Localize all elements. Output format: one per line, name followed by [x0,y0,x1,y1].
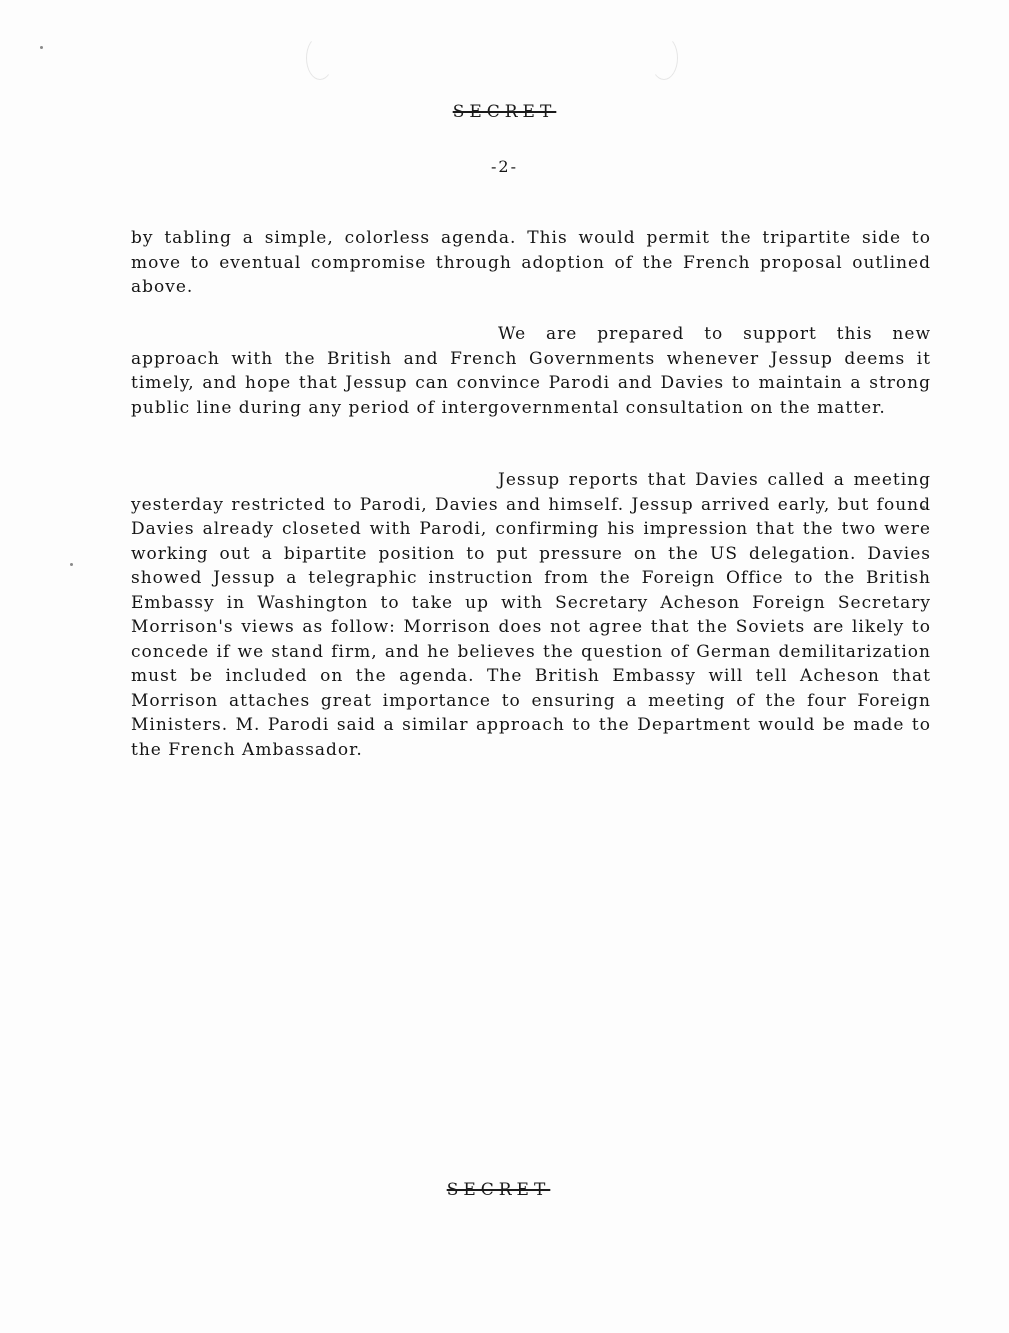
scan-speck [40,46,43,49]
scan-speck [70,563,73,566]
body-paragraph-1: by tabling a simple, colorless agenda. This would permit the tripartite side to move to eventual compromise through adoption of the French proposal outlined above. [131,228,931,297]
classification-marking-bottom: SECRET [446,1180,551,1200]
page-number: -2- [491,157,518,176]
classification-marking-top: SECRET [452,102,557,122]
punch-hole-mark [650,36,678,80]
body-paragraph-2: We are prepared to support this new approach with the British and French Governments whenever Jessup deems it timely, and hope that Jessup can convince Parodi and Davies to maintain a strong public line during any period of intergovernmental consultation on the matter. [131,324,931,418]
punch-hole-mark [306,36,334,80]
body-paragraph-3: Jessup reports that Davies called a meeting yesterday restricted to Parodi, Davies and himself. Jessup arrived early, but found Davies already closeted with Parodi, confirming his impression that the two were working out a bipartite position to put pressure on the US delegation. Davies showed Jessup a telegraphic instruction from the Foreign Office to the British Embassy in Washington to take up with Secretary Acheson Foreign Secretary Morrison's views as follow: Morrison does not agree that the Soviets are likely to concede if we stand firm, and he believes the question of German demilitarization must be included on the agenda. The British Embassy will tell Acheson that Morrison attaches great importance to ensuring a meeting of the four Foreign Ministers. M. Parodi said a similar approach to the Department would be made to the French Ambassador. [131,470,931,760]
